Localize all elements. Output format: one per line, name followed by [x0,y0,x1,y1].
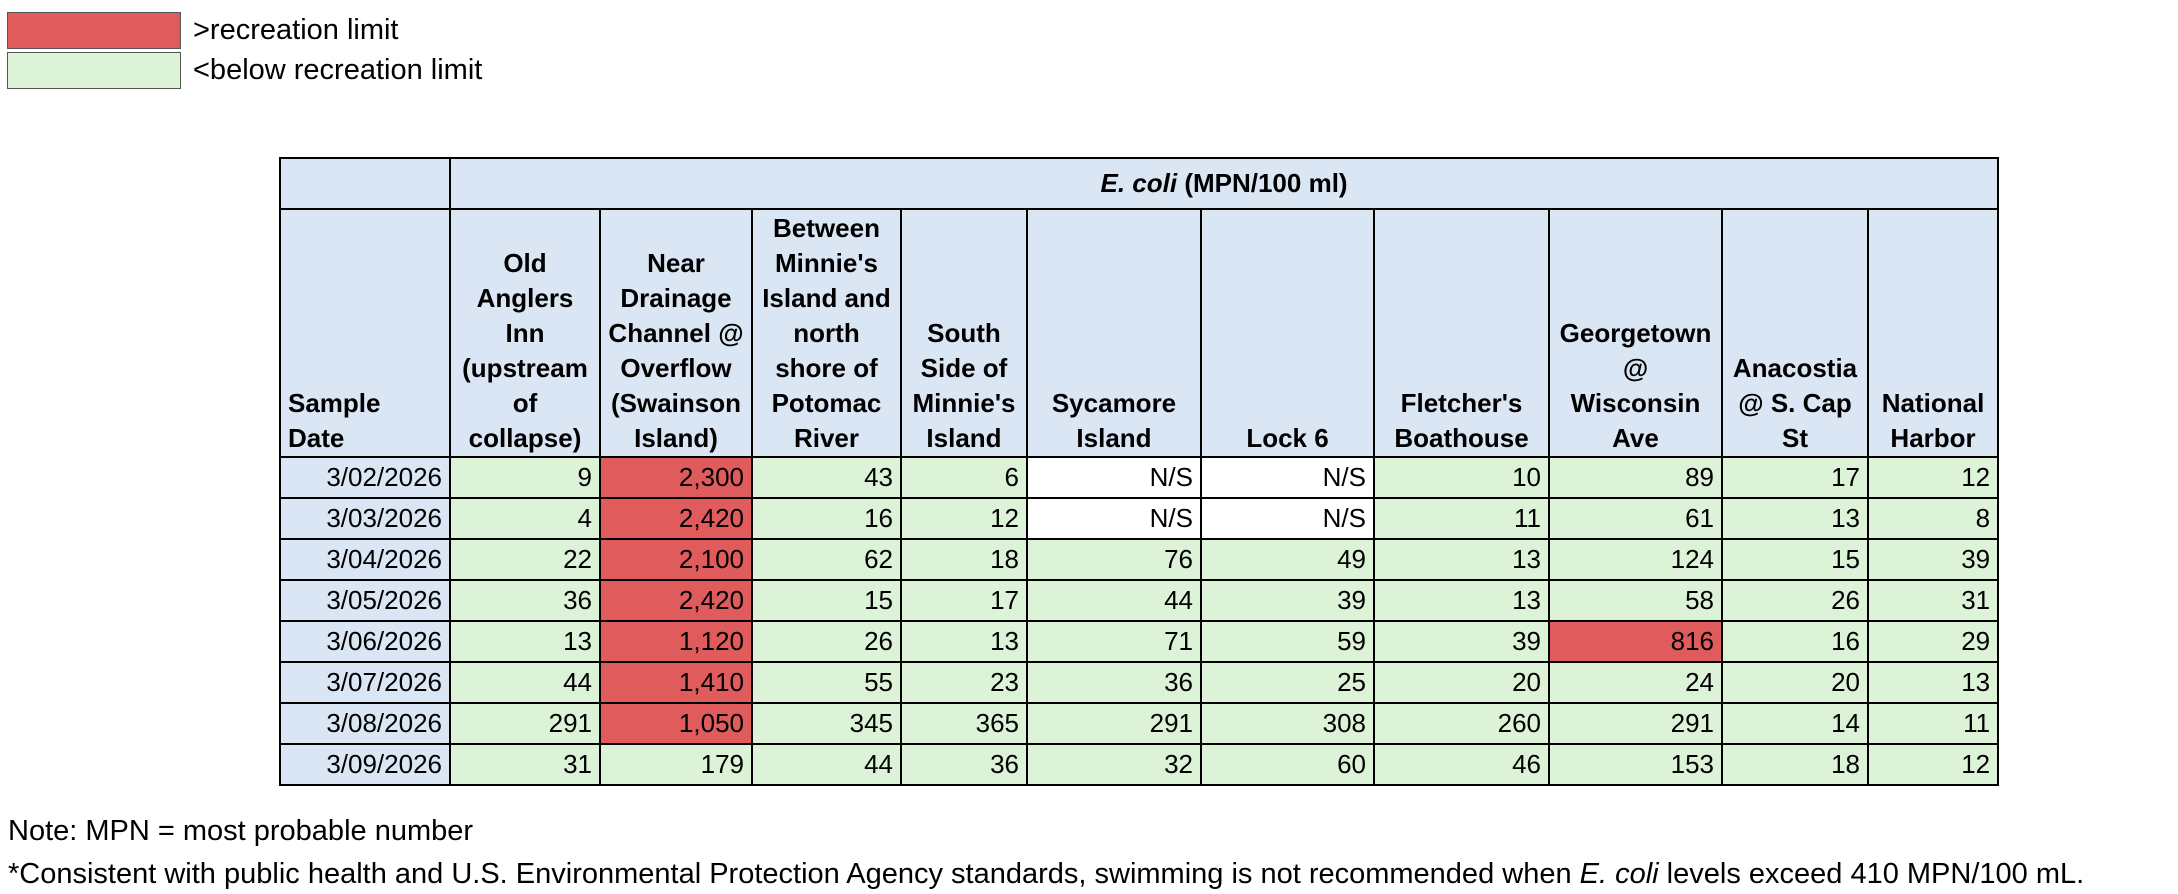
ecoli-value-cell: 26 [752,621,901,662]
ecoli-value-cell: 25 [1201,662,1374,703]
table-row [280,580,1998,621]
column-header-sample-date: Sample Date [280,209,450,457]
ecoli-value-cell: 16 [752,498,901,539]
table-row [280,703,1998,744]
legend-label-above: >recreation limit [193,13,399,46]
sample-date-cell: 3/09/2026 [280,744,450,785]
legend [7,10,482,90]
ecoli-value-cell: 18 [901,539,1027,580]
ecoli-value-cell: 308 [1201,703,1374,744]
legend-label-below: <below recreation limit [193,53,483,86]
ecoli-table [279,157,1999,786]
ecoli-value-cell: 14 [1722,703,1868,744]
ecoli-value-cell: 16 [1722,621,1868,662]
sample-date-cell: 3/07/2026 [280,662,450,703]
ecoli-value-cell: 9 [450,457,600,498]
ecoli-value-cell: 32 [1027,744,1201,785]
ecoli-value-cell: 345 [752,703,901,744]
ecoli-value-cell: 13 [901,621,1027,662]
table-title [450,158,1998,209]
ecoli-value-cell: 2,300 [600,457,752,498]
ecoli-value-cell: 13 [1868,662,1998,703]
legend-swatch-red [7,12,181,49]
column-header: Georgetown @ Wisconsin Ave [1549,209,1722,457]
ecoli-value-cell: 8 [1868,498,1998,539]
ecoli-value-cell: 12 [1868,744,1998,785]
ecoli-value-cell: 60 [1201,744,1374,785]
ecoli-value-cell: 13 [1374,580,1549,621]
ecoli-value-cell: 6 [901,457,1027,498]
note-mpn: Note: MPN = most probable number [8,815,474,847]
table-row [280,744,1998,785]
ecoli-value-cell: 46 [1374,744,1549,785]
ecoli-value-cell: 71 [1027,621,1201,662]
table-row [280,457,1998,498]
ecoli-value-cell: 13 [450,621,600,662]
ecoli-value-cell: 59 [1201,621,1374,662]
ecoli-value-cell: 13 [1374,539,1549,580]
ecoli-value-cell: 39 [1201,580,1374,621]
ecoli-value-cell: 23 [901,662,1027,703]
table-row [280,621,1998,662]
sample-date-cell: 3/08/2026 [280,703,450,744]
sample-date-cell: 3/05/2026 [280,580,450,621]
table-title-row [280,158,1998,209]
ecoli-value-cell: 49 [1201,539,1374,580]
ecoli-value-cell: 62 [752,539,901,580]
table-row [280,498,1998,539]
ecoli-value-cell: 26 [1722,580,1868,621]
ecoli-value-cell: 291 [450,703,600,744]
ecoli-value-cell: 15 [752,580,901,621]
ecoli-value-cell: N/S [1201,457,1374,498]
blank-header-cell [280,158,450,209]
table-row [280,539,1998,580]
table-row [280,662,1998,703]
ecoli-value-cell: 22 [450,539,600,580]
ecoli-value-cell: 24 [1549,662,1722,703]
sample-date-cell: 3/04/2026 [280,539,450,580]
ecoli-value-cell: 58 [1549,580,1722,621]
ecoli-value-cell: 44 [450,662,600,703]
ecoli-value-cell: 11 [1868,703,1998,744]
legend-item-above-limit [7,10,482,50]
ecoli-value-cell: 29 [1868,621,1998,662]
ecoli-value-cell: 1,410 [600,662,752,703]
ecoli-value-cell: 20 [1722,662,1868,703]
ecoli-value-cell: 124 [1549,539,1722,580]
sample-date-cell: 3/02/2026 [280,457,450,498]
ecoli-value-cell: N/S [1027,457,1201,498]
ecoli-value-cell: 1,120 [600,621,752,662]
legend-item-below-limit [7,50,482,90]
ecoli-value-cell: 291 [1027,703,1201,744]
ecoli-value-cell: 816 [1549,621,1722,662]
column-header: Near Drainage Channel @ Overflow (Swainson Island) [600,209,752,457]
ecoli-value-cell: 36 [901,744,1027,785]
ecoli-value-cell: 31 [1868,580,1998,621]
ecoli-value-cell: 43 [752,457,901,498]
column-header: Old Anglers Inn (upstream of collapse) [450,209,600,457]
ecoli-value-cell: 4 [450,498,600,539]
column-header-row [280,209,1998,457]
note-epa-prefix: *Consistent with public health and U.S. Environmental Protection Agency standards, swimming is not recommended when [8,858,1580,890]
column-header: South Side of Minnie's Island [901,209,1027,457]
column-header: Lock 6 [1201,209,1374,457]
ecoli-value-cell: 260 [1374,703,1549,744]
ecoli-value-cell: 1,050 [600,703,752,744]
ecoli-value-cell: 36 [1027,662,1201,703]
ecoli-value-cell: 61 [1549,498,1722,539]
column-header: Fletcher's Boathouse [1374,209,1549,457]
column-header: Anacostia @ S. Cap St [1722,209,1868,457]
ecoli-value-cell: 12 [1868,457,1998,498]
ecoli-value-cell: 179 [600,744,752,785]
ecoli-value-cell: 36 [450,580,600,621]
ecoli-value-cell: 10 [1374,457,1549,498]
ecoli-value-cell: 44 [1027,580,1201,621]
ecoli-value-cell: 12 [901,498,1027,539]
ecoli-value-cell: 20 [1374,662,1549,703]
ecoli-value-cell: 17 [901,580,1027,621]
ecoli-value-cell: 291 [1549,703,1722,744]
ecoli-value-cell: 365 [901,703,1027,744]
note-epa-standard [8,858,2084,891]
ecoli-value-cell: 13 [1722,498,1868,539]
note-epa-species: E. coli [1579,858,1659,890]
sample-date-cell: 3/06/2026 [280,621,450,662]
column-header: Sycamore Island [1027,209,1201,457]
ecoli-value-cell: N/S [1027,498,1201,539]
note-epa-suffix: levels exceed 410 MPN/100 mL. [1658,858,2085,890]
column-header: Between Minnie's Island and north shore of Potomac River [752,209,901,457]
ecoli-value-cell: 2,420 [600,580,752,621]
ecoli-value-cell: 11 [1374,498,1549,539]
title-units: (MPN/100 ml) [1177,168,1348,198]
ecoli-value-cell: 39 [1868,539,1998,580]
legend-swatch-green [7,52,181,89]
title-species: E. coli [1100,168,1178,198]
ecoli-value-cell: 17 [1722,457,1868,498]
ecoli-value-cell: 76 [1027,539,1201,580]
ecoli-value-cell: 15 [1722,539,1868,580]
ecoli-value-cell: 44 [752,744,901,785]
ecoli-value-cell: 18 [1722,744,1868,785]
ecoli-value-cell: 31 [450,744,600,785]
sample-date-cell: 3/03/2026 [280,498,450,539]
ecoli-value-cell: 39 [1374,621,1549,662]
ecoli-value-cell: 153 [1549,744,1722,785]
ecoli-value-cell: 2,100 [600,539,752,580]
ecoli-value-cell: 55 [752,662,901,703]
ecoli-value-cell: 89 [1549,457,1722,498]
column-header: National Harbor [1868,209,1998,457]
ecoli-value-cell: N/S [1201,498,1374,539]
ecoli-value-cell: 2,420 [600,498,752,539]
